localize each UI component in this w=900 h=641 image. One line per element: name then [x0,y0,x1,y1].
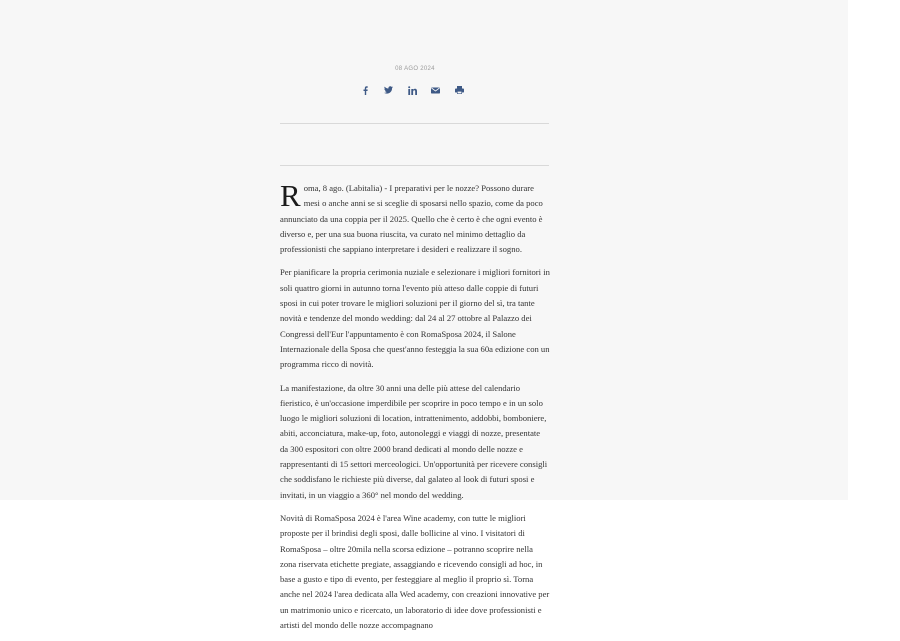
divider-top [280,123,549,124]
article-body [280,178,550,641]
article-paragraph-2: Per pianificare la propria cerimonia nuziale e selezionare i migliori fornitori in soli quattro giorni in autunno torna l'evento più atteso dalle coppie di futuri sposi in cui poter trovare le migliori soluzioni per il giorno del sì, tra tante novità e tendenze del mondo wedding: dal 24 al 27 ottobre al Palazzo dei Congressi dell'Eur l'appuntamento è con RomaSposa 2024, il Salone Internazionale della Sposa che quest'anno festeggia la sua 60a edizione con un programma ricco di novità. [280,267,550,370]
article-paragraph-1 [280,178,550,257]
print-icon[interactable] [452,84,466,96]
email-icon[interactable] [429,84,443,96]
paragraph-text: oma, 8 ago. (Labitalia) - I preparativi per le nozze? Possono durare mesi o anche anni se si sceglie di sposarsi nello spazio, come da poco annunciato da una coppia per il 2025. Quello che è certo è che ogni evento è diverso e, per una sua buona riuscita, va curato nel minimo dettaglio da professionisti che sappiano interpretare i desideri e realizzare il sogno. [280,183,543,255]
twitter-icon[interactable] [382,84,396,96]
facebook-icon[interactable] [358,84,372,96]
article-date: 08 AGO 2024 [395,66,435,72]
share-bar [358,84,476,96]
article-paragraph-3: La manifestazione, da oltre 30 anni una delle più attese del calendario fieristico, è un'occasione imperdibile per scoprire in poco tempo e in un solo luogo le migliori soluzioni di location, intrattenimento, addobbi, bomboniere, abiti, acconciatura, make-up, foto, autonoleggi e viaggi di nozze, presentate da 300 espositori con oltre 2000 brand dedicati al mondo delle nozze e rappresentanti di 15 settori merceologici. Un'opportunità per ricevere consigli che soddisfano le richieste più diverse, dal galateo al look di futuri sposi e invitati, in un viaggio a 360° nel mondo del wedding. [280,382,548,500]
linkedin-icon[interactable] [405,84,419,96]
divider-bottom [280,165,549,166]
article-paragraph-4: Novità di RomaSposa 2024 è l'area Wine academy, con tutte le migliori proposte per il brindisi degli sposi, dalle bollicine al vino. I visitatori di RomaSposa – oltre 20mila nella scorsa edizione – potranno scoprire nella zona riservata etichette pregiate, assaggiando e ricevendo consigli ad hoc, in base a gusto e tipo di evento, per festeggiare al meglio il proprio sì. Torna anche nel 2024 l'area dedicata alla Wed academy, con creazioni innovative per un matrimonio unico e ricercato, un laboratorio di idee dove professionisti e artisti del mondo delle nozze accompagnano [280,512,550,631]
dropcap: R [280,178,301,213]
